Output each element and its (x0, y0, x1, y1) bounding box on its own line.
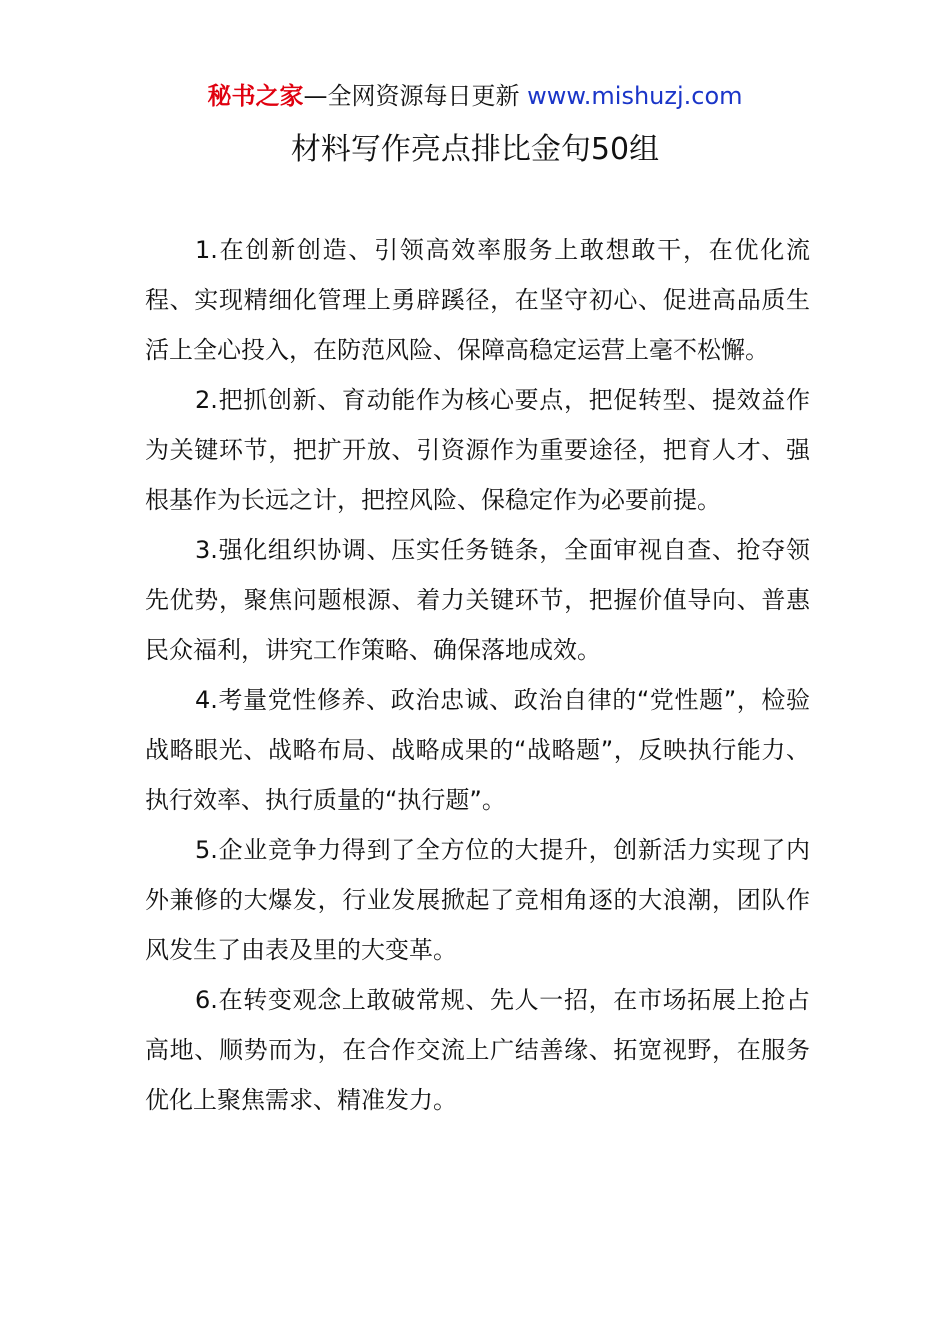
paragraph-4: 4.考量党性修养、政治忠诚、政治自律的“党性题”，检验战略眼光、战略布局、战略成果的“战略题”，反映执行能力、执行效率、执行质量的“执行题”。 (145, 686, 810, 814)
paragraph-1: 1.在创新创造、引领高效率服务上敢想敢干，在优化流程、实现精细化管理上勇辟蹊径，在坚守初心、促进高品质生活上全心投入，在防范风险、保障高稳定运营上毫不松懈。 (145, 236, 810, 364)
paragraph-6: 6.在转变观念上敢破常规、先人一招，在市场拓展上抢占高地、顺势而为，在合作交流上广结善缘、拓宽视野，在服务优化上聚焦需求、精准发力。 (145, 986, 810, 1114)
site-url[interactable]: www.mishuzj.com (519, 82, 743, 110)
document-title: 材料写作亮点排比金句50组 (290, 132, 660, 167)
paragraph-3: 3.强化组织协调、压实任务链条，全面审视自查、抢夺领先优势，聚焦问题根源、着力关键环节，把握价值导向、普惠民众福利，讲究工作策略、确保落地成效。 (145, 536, 810, 664)
paragraph-2: 2.把抓创新、育动能作为核心要点，把促转型、提效益作为关键环节，把扩开放、引资源作为重要途径，把育人才、强根基作为长远之计，把控风险、保稳定作为必要前提。 (145, 386, 810, 514)
site-header (0, 80, 950, 112)
header-tagline: —全网资源每日更新 (303, 82, 520, 110)
brand-name: 秘书之家 (207, 82, 304, 110)
paragraph-5: 5.企业竞争力得到了全方位的大提升，创新活力实现了内外兼修的大爆发，行业发展掀起了竞相角逐的大浪潮，团队作风发生了由表及里的大变革。 (145, 836, 810, 964)
document-body (145, 225, 810, 1125)
